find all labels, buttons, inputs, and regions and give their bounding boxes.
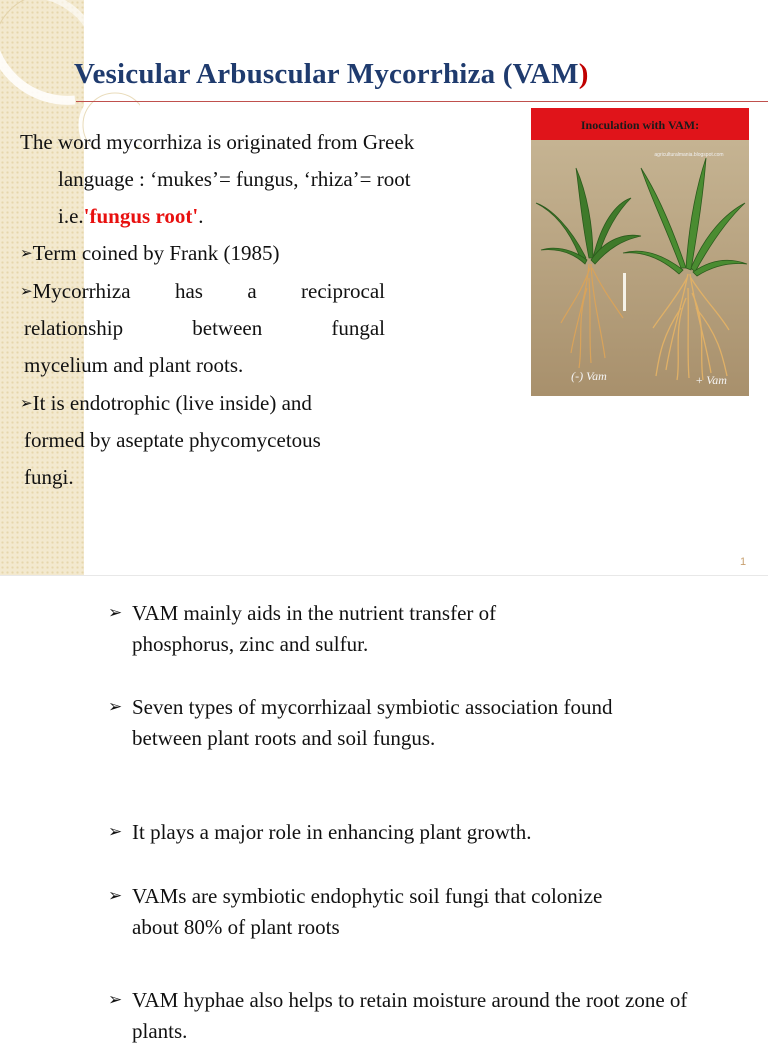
- slide-2: [0, 575, 768, 1043]
- bullet-arrow-icon: ➢: [108, 697, 123, 717]
- photo-label-plus-vam: + Vam: [695, 373, 727, 387]
- intro-paragraph: [20, 124, 520, 235]
- reciprocal-line-1: ➢Mycorrhiza has a reciprocal: [20, 279, 385, 303]
- bullet-arrow-icon: ➢: [108, 603, 123, 623]
- reciprocal-line-2: relationship between fungal: [24, 316, 385, 340]
- bullet-arrow-icon: ➢: [20, 282, 33, 300]
- bullet-reciprocal: [20, 273, 385, 384]
- vam-inoculation-photo: [531, 108, 749, 396]
- list-item: ➢ VAM hyphae also helps to retain moisture around the root zone of plants.: [108, 985, 708, 1047]
- intro-line-1: The word mycorrhiza is originated from Greek: [20, 130, 415, 154]
- list-item: ➢ Seven types of mycorrhizaal symbiotic association found between plant roots and soil fungus.: [108, 692, 708, 754]
- bullet-endotrophic: ➢It is endotrophic (live inside) and formed by aseptate phycomycetous fungi.: [20, 391, 321, 489]
- photo-site-text: agriculturalmania.blogspot.com: [654, 152, 724, 158]
- list-item: ➢ It plays a major role in enhancing plant growth.: [108, 817, 708, 848]
- reciprocal-line-3: mycelium and plant roots.: [24, 353, 244, 377]
- photo-label-minus-vam: (-) Vam: [571, 369, 607, 383]
- list-item: ➢ VAMs are symbiotic endophytic soil fungi that colonize about 80% of plant roots: [108, 881, 708, 943]
- title-underline: [76, 101, 768, 102]
- page-number: 1: [740, 556, 747, 568]
- slide-title: Vesicular Arbuscular Mycorrhiza (VAM): [74, 58, 589, 90]
- fungus-root-highlight: 'fungus root': [83, 204, 199, 228]
- intro-line-2: language : ‘mukes’= fungus, ‘rhiza’= root: [58, 167, 411, 191]
- bullet-arrow-icon: ➢: [108, 990, 123, 1010]
- intro-line-3: i.e.'fungus root'.: [58, 204, 204, 228]
- bullet-arrow-icon: ➢: [20, 244, 33, 262]
- bullet-arrow-icon: ➢: [20, 394, 33, 412]
- photo-banner-text: Inoculation with VAM:: [580, 118, 700, 132]
- bullet-arrow-icon: ➢: [108, 886, 123, 906]
- bullet-term-coined: ➢Term coined by Frank (1985): [20, 241, 280, 265]
- bullet-arrow-icon: ➢: [108, 822, 123, 842]
- list-item: ➢ VAM mainly aids in the nutrient transfer of phosphorus, zinc and sulfur.: [108, 598, 708, 660]
